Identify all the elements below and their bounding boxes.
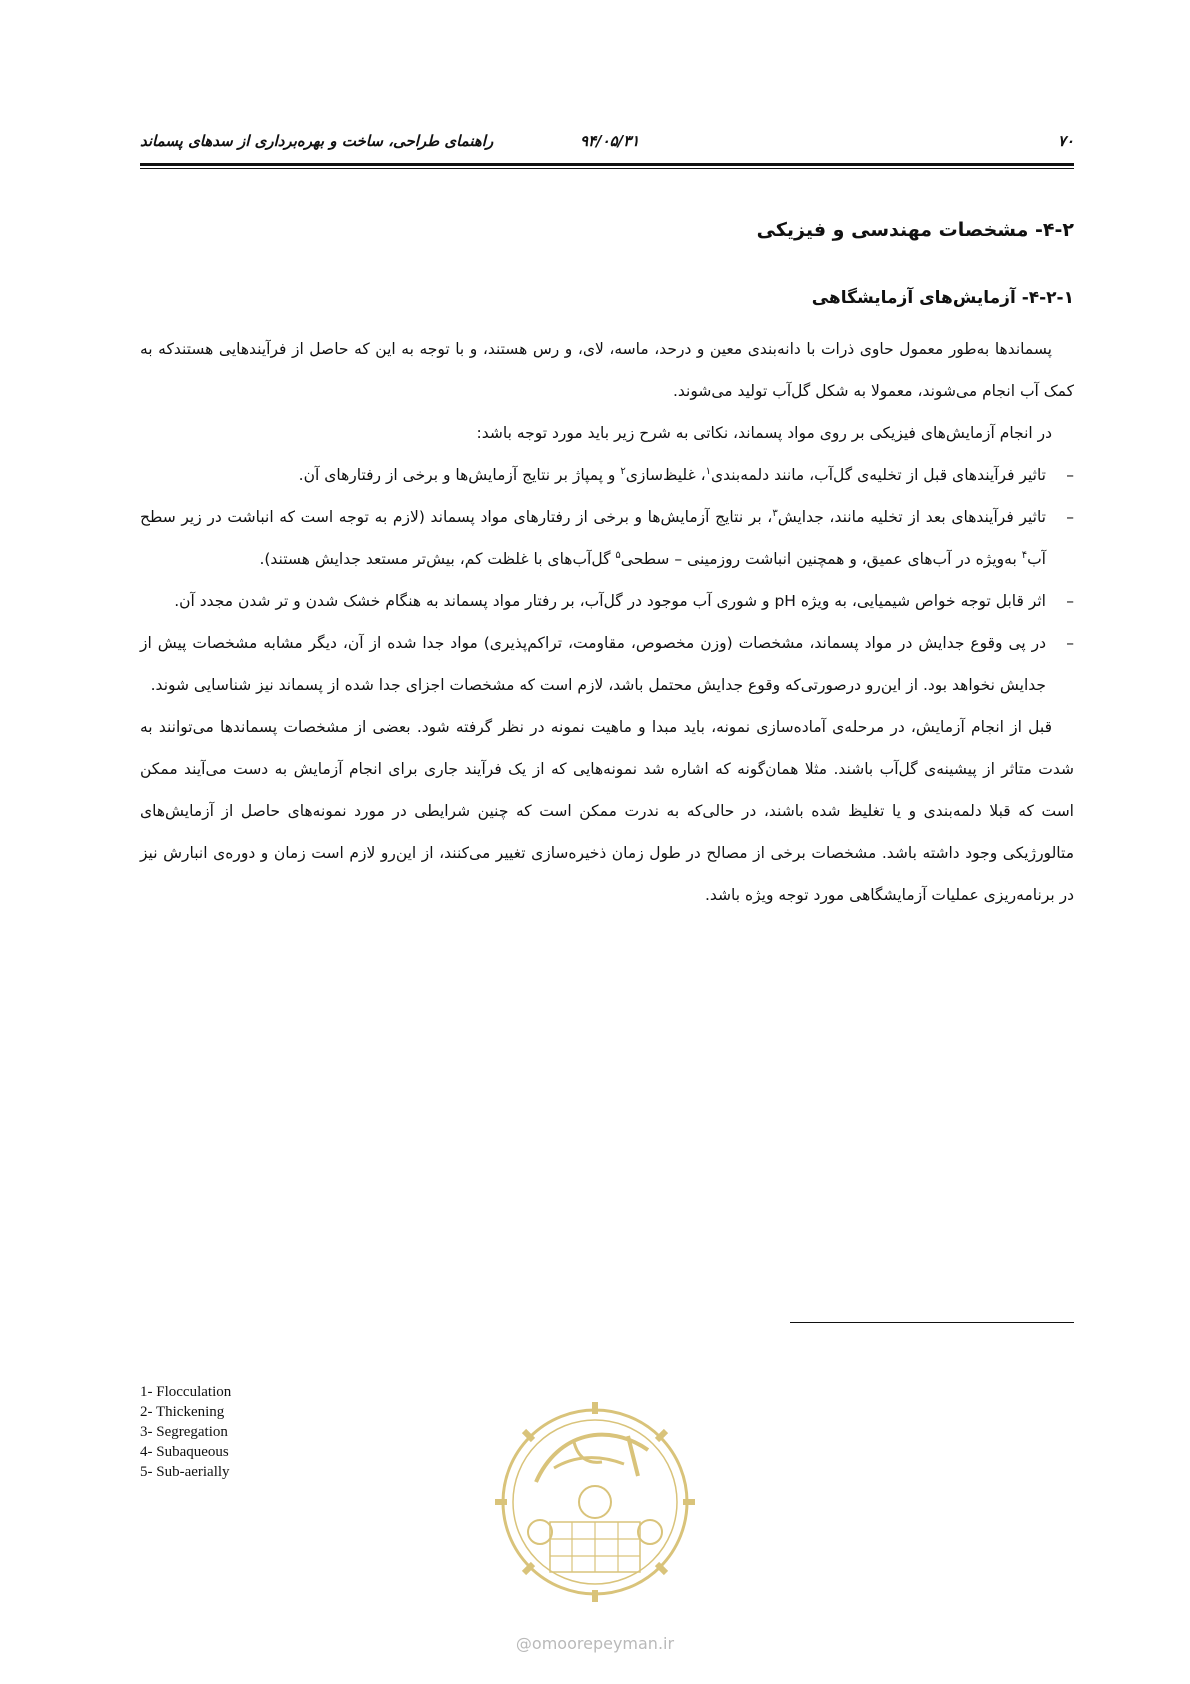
- header-title: راهنمای طراحی، ساخت و بهره‌برداری از سدهای پسماند: [140, 132, 494, 150]
- considerations-list: [140, 454, 1074, 706]
- dash-marker: –: [1066, 592, 1074, 610]
- dash-marker: –: [1066, 634, 1074, 652]
- footnote-ref: ۲: [620, 465, 626, 477]
- footnote-ref: ۴: [1021, 549, 1028, 561]
- footnote-ref: ۱: [705, 465, 711, 477]
- subsection-heading: ۴-۲-۱- آزمایش‌های آزمایشگاهی: [811, 288, 1074, 308]
- list-item-text: اثر قابل توجه خواص شیمیایی، به ویژه pH و شوری آب موجود در گل‌آب، بر رفتار مواد پسماند به هنگام خشک شدن و تر شدن مجدد آن.: [174, 592, 1046, 610]
- header-rule-thin: [140, 168, 1074, 169]
- list-item: [140, 496, 1074, 580]
- list-item: [140, 580, 1074, 622]
- footnotes: [140, 1382, 231, 1482]
- dash-marker: –: [1066, 508, 1074, 526]
- dash-marker: –: [1066, 466, 1074, 484]
- header-date: ۹۴/۰۵/۳۱: [580, 132, 640, 150]
- list-item: [140, 622, 1074, 706]
- running-header: [140, 128, 1074, 158]
- footnote-rule: [790, 1322, 1074, 1323]
- section-heading: ۴-۲- مشخصات مهندسی و فیزیکی: [756, 219, 1074, 241]
- main-content: [140, 210, 1074, 916]
- list-item-text: گل‌آب‌های با غلظت کم، بیش‌تر مستعد جدایش هستند).: [259, 550, 616, 568]
- considerations-lead: در انجام آزمایش‌های فیزیکی بر روی مواد پسماند، نکاتی به شرح زیر باید مورد توجه باشد:: [476, 424, 1052, 442]
- intro-paragraph: پسماندها به‌طور معمول حاوی ذرات با دانه‌بندی معین و درحد، ماسه، لای، و رس هستند، و با توجه به این که حاصل از فرآیندهایی هستندکه به کمک آب انجام می‌شوند، معمولا به شکل گل‌آب تولید می‌شوند.: [140, 340, 1074, 400]
- footnote: 5- Sub-aerially: [140, 1464, 230, 1480]
- footnote: 1- Flocculation: [140, 1384, 232, 1400]
- footnote-ref: ۳: [772, 507, 778, 519]
- footnote: 4- Subaqueous: [140, 1444, 229, 1460]
- footnote: 2- Thickening: [140, 1404, 225, 1420]
- list-item-text: ، بر نتایج آزمایش‌ها و برخی از رفتارهای مواد پسماند (لازم به توجه است که انباشت در زیر سطح آب: [140, 508, 1046, 568]
- list-item: [140, 454, 1074, 496]
- page-number: ۷۰: [1057, 132, 1074, 150]
- watermark-url: @omoorepeyman.ir: [515, 1634, 675, 1653]
- footnote-ref: ۵: [615, 549, 621, 561]
- footnote: 3- Segregation: [140, 1424, 228, 1440]
- list-item-text: به‌ویژه در آب‌های عمیق، و همچنین انباشت روزمینی – سطحی: [620, 550, 1022, 568]
- closing-paragraph: قبل از انجام آزمایش، در مرحله‌ی آماده‌سازی نمونه، باید مبدا و ماهیت نمونه در نظر گرفته شود. بعضی از مشخصات پسماندها می‌توانند به شدت متاثر از پیشینه‌ی گل‌آب باشند. مثلا همان‌گونه که اشاره شد نمونه‌هایی که از یک فرآیند جاری برای انجام آزمایش به دست می‌آیند ممکن است که قبلا دلمه‌بندی و یا تغلیظ شده باشند، در حالی‌که به ندرت ممکن است که چنین شرایطی در مورد نمونه‌های حاصل از آزمایش‌های متالورژیکی وجود داشته باشد. مشخصات برخی از مصالح در طول زمان ذخیره‌سازی تغییر می‌کنند، از این‌رو لازم است زمان و دوره‌ی انبارش نیز در برنامه‌ریزی عملیات آزمایشگاهی مورد توجه ویژه باشد.: [140, 718, 1074, 904]
- list-item-text: تاثیر فرآیندهای بعد از تخلیه مانند، جدایش: [777, 508, 1046, 526]
- list-item-text: تاثیر فرآیندهای قبل از تخلیه‌ی گل‌آب، مانند دلمه‌بندی: [710, 466, 1046, 484]
- list-item-text: در پی وقوع جدایش در مواد پسماند، مشخصات (وزن مخصوص، مقاومت، تراکم‌پذیری) مواد جدا شده از آن، دیگر مشابه مشخصات پیش از جدایش نخواهد بود. از این‌رو درصورتی‌که وقوع جدایش محتمل باشد، لازم است که مشخصات اجزای جدا شده از پسماند نیز شناسایی شوند.: [140, 634, 1046, 694]
- watermark: [478, 1372, 712, 1652]
- list-item-text: ، غلیظ‌سازی: [625, 466, 706, 484]
- list-item-text: و پمپاژ بر نتایج آزمایش‌ها و برخی از رفتارهای آن.: [298, 466, 621, 484]
- header-rule: [140, 163, 1074, 166]
- watermark-logo-icon: [478, 1372, 712, 1627]
